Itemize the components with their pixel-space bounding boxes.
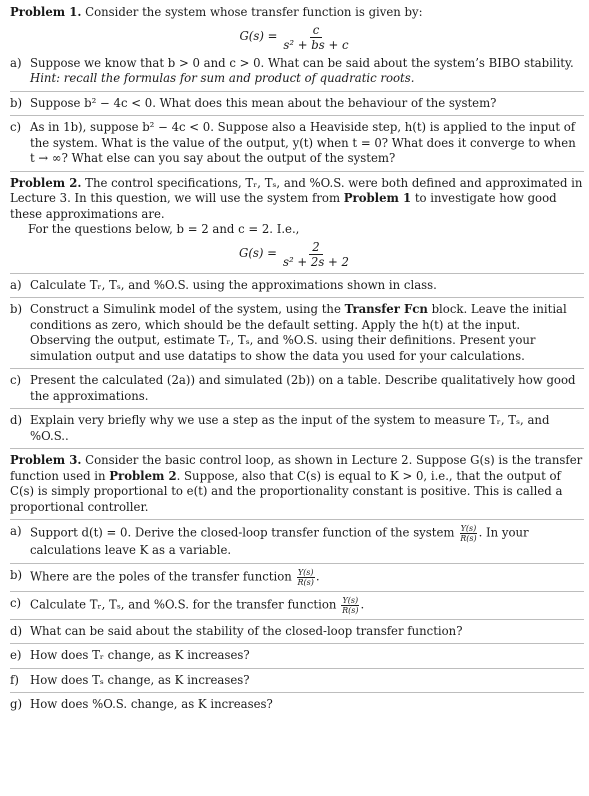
problem-3c: c) Calculate Tᵣ, Tₛ, and %O.S. for the transfer function $\frac{Y(s)}{R(s)}$ . bbox=[10, 595, 365, 615]
problem-1-fraction: $\frac{c}{\text{s² + bs + c}}$ bbox=[283, 22, 349, 52]
divider bbox=[10, 563, 584, 564]
problem-2-fraction: $\frac{2}{\text{s² + 2s + 2}}$ bbox=[282, 239, 349, 269]
problem-3g: g) How does %O.S. change, as K increases? bbox=[10, 697, 273, 711]
problem-1a-hint: Hint: recall the formulas for sum and product of quadratic roots. bbox=[30, 71, 415, 85]
problem-1c: c) As in 1b), suppose b² − 4c < 0. Suppose also a Heaviside step, h(t) is applied to the input of the system. What is the value of the output, y(t) when t = 0? What does it converge to when t → ∞? What else can you say about the output of the system? bbox=[10, 120, 576, 165]
problem-2a: a) Calculate Tᵣ, Tₛ, and %O.S. using the approximations shown in class. bbox=[10, 277, 437, 292]
problem-1-intro: Problem 1. Consider the system whose transfer function is given by: bbox=[10, 5, 423, 19]
divider bbox=[10, 519, 584, 520]
divider bbox=[10, 643, 584, 644]
transfer-fraction: $\frac{Y(s)}{R(s)}$ bbox=[460, 524, 477, 543]
problem-2-equation: G(s) = $\frac{2}{\text{s² + 2s + 2}}$ bbox=[10, 240, 584, 269]
divider bbox=[10, 368, 584, 369]
problem-2b: b) Construct a Simulink model of the system, using the Transfer Fcn block. Leave the initial conditions as zero, which should be the default setting. Apply the h(t) at the input. Observing the output, estimate Tᵣ, Tₛ, and %O.S. using their definitions. Present your simulation output and use datatips to show the data you used for your calculations. bbox=[10, 302, 567, 363]
problem-3f: f) How does Tₛ change, as K increases? bbox=[10, 672, 250, 687]
problem-3-title: Problem 3. bbox=[10, 453, 82, 467]
divider bbox=[10, 668, 584, 669]
problem-2d: d) Explain very briefly why we use a step as the input of the system to measure Tᵣ, Tₛ, and %O.S.. bbox=[10, 413, 550, 443]
problem-2-intro-2: For the questions below, b = 2 and c = 2. I.e., bbox=[28, 222, 300, 236]
problem-3d: d) What can be said about the stability of the closed-loop transfer function? bbox=[10, 623, 463, 638]
problem-3e: e) How does Tᵣ change, as K increases? bbox=[10, 648, 250, 662]
divider bbox=[10, 408, 584, 409]
divider bbox=[10, 619, 584, 620]
divider bbox=[10, 591, 584, 592]
problem-2-title: Problem 2. bbox=[10, 175, 82, 190]
divider bbox=[10, 448, 584, 449]
problem-3-intro: Problem 3. Consider the basic control loop, as shown in Lecture 2. Suppose G(s) is the transfer function used in Problem 2. Suppose, also that C(s) is equal to K > 0, i.e., that the output of C(s) is simply proportional to e(t) and the proportionality constant is positive. This is called a proportional controller. bbox=[10, 453, 583, 514]
problem-3b: b) Where are the poles of the transfer function $\frac{Y(s)}{R(s)}$ . bbox=[10, 567, 320, 587]
divider bbox=[10, 91, 584, 92]
divider bbox=[10, 297, 584, 298]
divider bbox=[10, 115, 584, 116]
divider bbox=[10, 273, 584, 274]
divider bbox=[10, 171, 584, 172]
transfer-fraction: $\frac{Y(s)}{R(s)}$ bbox=[297, 567, 314, 587]
problem-2-intro: Problem 2. The control specifications, Tᵣ, Tₛ, and %O.S. were both defined and approximated in Lecture 3. In this question, we will use the system from Problem 1 to investigate how good these approximations are. bbox=[10, 175, 583, 221]
problem-3a: a) Support d(t) = 0. Derive the closed-loop transfer function of the system $\frac{Y(s)}{R(s)}$ . In your calculations leave K as a variable. bbox=[10, 524, 529, 557]
problem-1-title: Problem 1. bbox=[10, 5, 82, 19]
divider bbox=[10, 692, 584, 693]
problem-2c: c) Present the calculated (2a)) and simulated (2b)) on a table. Describe qualitatively how good the approximations. bbox=[10, 373, 576, 403]
transfer-fraction: $\frac{Y(s)}{R(s)}$ bbox=[342, 595, 359, 615]
problem-1-equation: G(s) = $\frac{c}{\text{s² + bs + c}}$ bbox=[10, 23, 584, 52]
problem-1a: a) Suppose we know that b > 0 and c > 0. What can be said about the system’s BIBO stability. Hint: recall the formulas for sum and product of quadratic roots. bbox=[10, 56, 584, 87]
problem-1b: b) Suppose b² − 4c < 0. What does this mean about the behaviour of the system? bbox=[10, 95, 497, 110]
